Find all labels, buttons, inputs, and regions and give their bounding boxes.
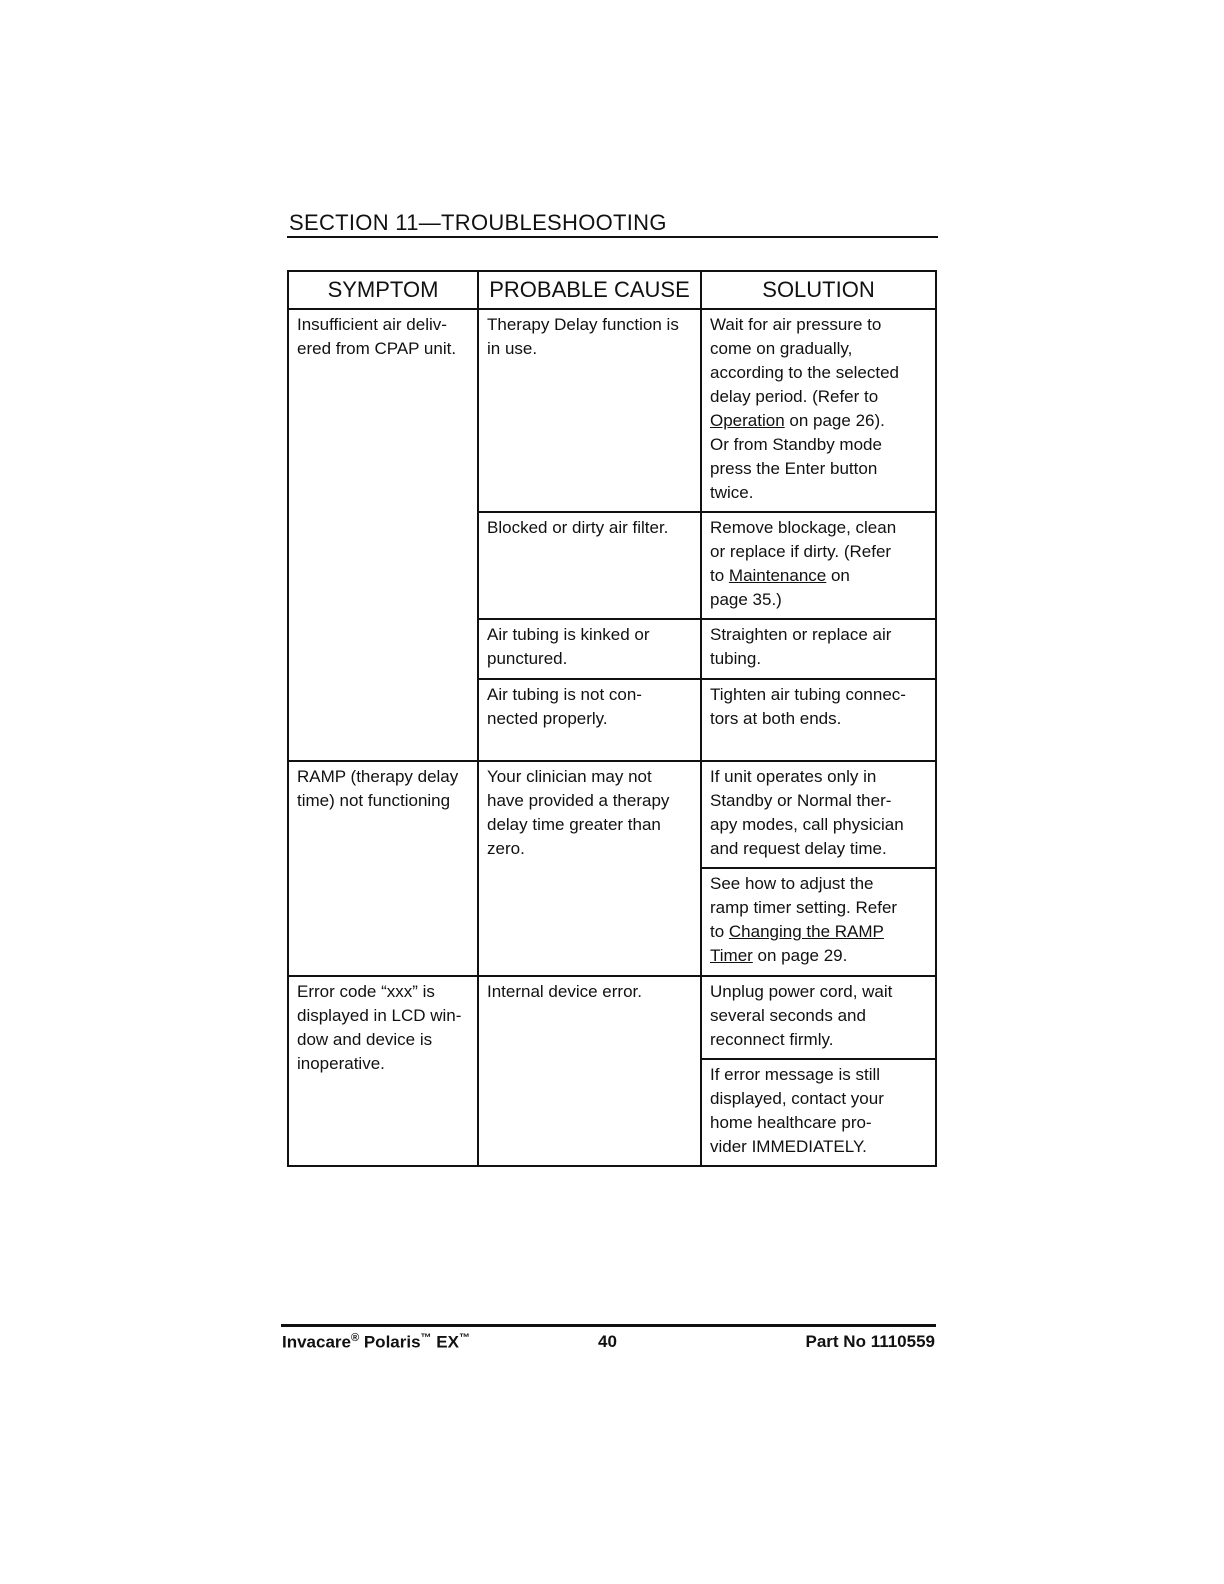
header-cause: PROBABLE CAUSE [478,271,701,309]
troubleshooting-table [287,270,937,1167]
cause-cell: Blocked or dirty air filter. [478,512,701,619]
cause-cell: Therapy Delay function is in use. [478,309,701,512]
symptom-cell: RAMP (therapy delay time) not functioning [288,761,478,976]
solution-cell: Tighten air tubing connec- tors at both ends. [701,679,936,761]
solution-cell: Unplug power cord, wait several seconds and reconnect firmly. [701,976,936,1059]
section-title: SECTION 11—TROUBLESHOOTING [289,210,667,235]
solution-cell: If unit operates only in Standby or Normal ther- apy modes, call physician and request delay time. [701,761,936,868]
header-solution: SOLUTION [701,271,936,309]
trademark: ™ [458,1332,470,1344]
table-row [288,309,936,512]
solution-cell [701,868,936,976]
symptom-cell: Insufficient air deliv- ered from CPAP unit. [288,309,478,761]
model: EX [436,1332,459,1352]
footer-rule [281,1324,936,1327]
table-header-row [288,271,936,309]
product: Polaris [363,1332,421,1352]
changing-ramp-timer-link[interactable]: Changing the RAMP Timer [710,922,884,965]
cause-cell: Internal device error. [478,976,701,1166]
table-row [288,976,936,1059]
part-number: Part No 1110559 [805,1332,935,1351]
cause-cell: Your clinician may not have provided a therapy delay time greater than zero. [478,761,701,976]
cause-cell: Air tubing is not con- nected properly. [478,679,701,761]
solution-cell [701,309,936,512]
page-number: 40 [598,1332,617,1351]
solution-text: on page 35.) [710,566,850,609]
table-row [288,761,936,868]
solution-cell [701,512,936,619]
registered-mark: ® [351,1332,360,1344]
cause-cell: Air tubing is kinked or punctured. [478,619,701,679]
solution-text: on page 29. [752,946,848,965]
footer-product [282,1332,470,1353]
solution-text: Remove blockage, clean or replace if dirty. (Refer to [710,518,897,585]
trademark: ™ [420,1332,432,1344]
maintenance-link[interactable]: Maintenance [728,566,827,585]
brand: Invacare [282,1332,351,1352]
solution-cell: Straighten or replace air tubing. [701,619,936,679]
solution-cell: If error message is still displayed, contact your home healthcare pro- vider IMMEDIATELY. [701,1059,936,1166]
title-rule [287,236,938,238]
operation-link[interactable]: Operation [710,411,785,430]
symptom-cell: Error code “xxx” is displayed in LCD win- dow and device is inoperative. [288,976,478,1166]
header-symptom: SYMPTOM [288,271,478,309]
solution-text: on page 26). Or from Standby mode press the Enter button twice. [710,411,885,502]
solution-text: Wait for air pressure to come on gradually, according to the selected delay period. (Refer to [710,315,900,406]
solution-text: See how to adjust the ramp timer setting. Refer to [710,874,898,941]
